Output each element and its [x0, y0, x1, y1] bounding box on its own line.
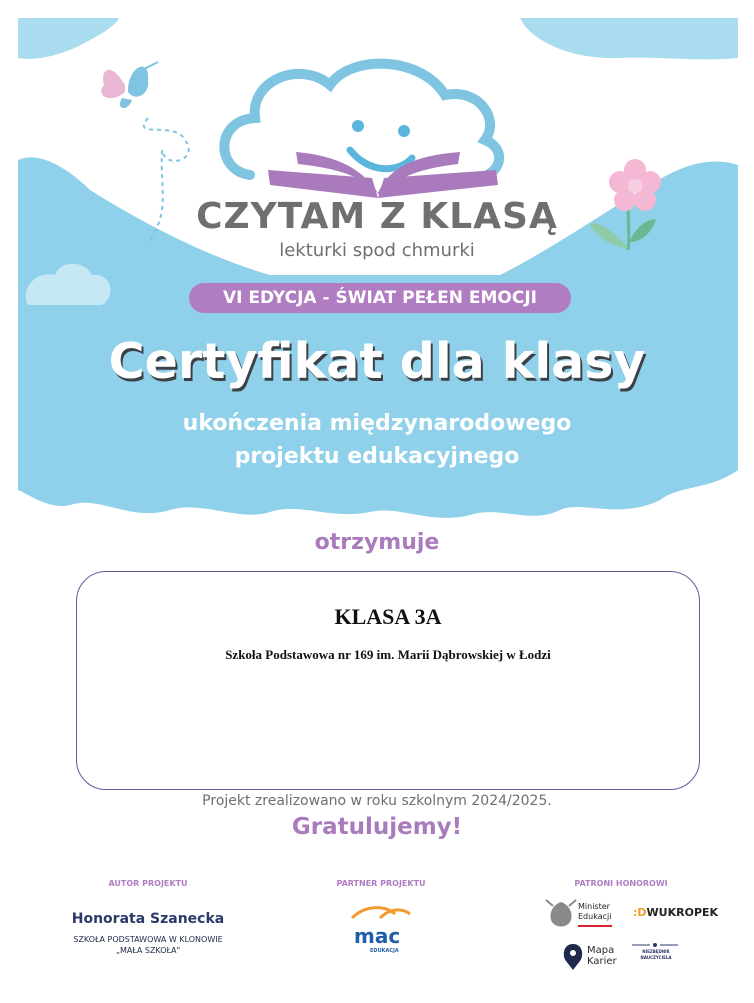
- congrats-text: Gratulujemy!: [291, 814, 463, 840]
- patrons-heading: PATRONI HONOROWI: [574, 879, 668, 888]
- award-box: [76, 571, 700, 790]
- mapa-line1: Mapa: [587, 945, 615, 956]
- minister-underline: [578, 925, 612, 927]
- partner-logo-text: mac: [354, 924, 401, 948]
- certificate-subtitle-line2: projektu edukacyjnego: [234, 444, 520, 469]
- brand-subtitle: lekturki spod chmurki: [279, 240, 475, 261]
- author-school: [48, 934, 248, 956]
- top-right-cloud: [520, 18, 738, 59]
- author-school-line2: „MAŁA SZKOŁA": [115, 946, 181, 955]
- partner-logo-sub: EDUKACJA: [370, 948, 399, 954]
- author-school-line1: SZKOŁA PODSTAWOWA W KLONOWIE: [73, 935, 223, 944]
- minister-line1: Minister: [578, 902, 610, 911]
- certificate-title: Certyfikat dla klasy: [108, 333, 646, 390]
- dwukropek-word: WUKROPEK: [646, 906, 719, 919]
- minister-logo-text: [578, 902, 611, 922]
- edition-badge: VI EDYCJA - ŚWIAT PEŁEN EMOCJI: [189, 283, 571, 313]
- certificate-subtitle: [0, 407, 754, 473]
- niezbednik-line2: NAUCZYCIELA: [640, 955, 672, 960]
- niezbednik-text: [632, 949, 680, 961]
- mapa-line2: Karier: [587, 956, 617, 967]
- dwukropek-logo: [633, 906, 718, 919]
- mapa-karier-icon: [564, 944, 582, 970]
- class-name: KLASA 3A: [334, 604, 442, 629]
- certificate-subtitle-line1: ukończenia międzynarodowego: [182, 411, 572, 436]
- author-heading: AUTOR PROJEKTU: [108, 879, 188, 888]
- brand-title: CZYTAM Z KLASĄ: [196, 196, 558, 237]
- niezbednik-line1: NIEZBĘDNIK: [642, 949, 670, 954]
- school-name: Szkoła Podstawowa nr 169 im. Marii Dąbrowskiej w Łodzi: [225, 647, 551, 662]
- niezbednik-icon: [632, 943, 678, 947]
- mapa-karier-text: [587, 945, 617, 967]
- dwukropek-colon: :D: [633, 906, 647, 919]
- receives-label: otrzymuje: [314, 530, 440, 555]
- book-icon: [268, 152, 498, 198]
- author-name: Honorata Szanecka: [71, 911, 225, 927]
- eagle-emblem-icon: [546, 900, 576, 927]
- minister-line2: Edukacji: [578, 912, 612, 921]
- partner-heading: PARTNER PROJEKTU: [336, 879, 426, 888]
- mac-logo-icon: [352, 908, 410, 918]
- top-left-cloud: [18, 18, 118, 59]
- realized-note: Projekt zrealizowano w roku szkolnym 2024/2025.: [202, 793, 552, 809]
